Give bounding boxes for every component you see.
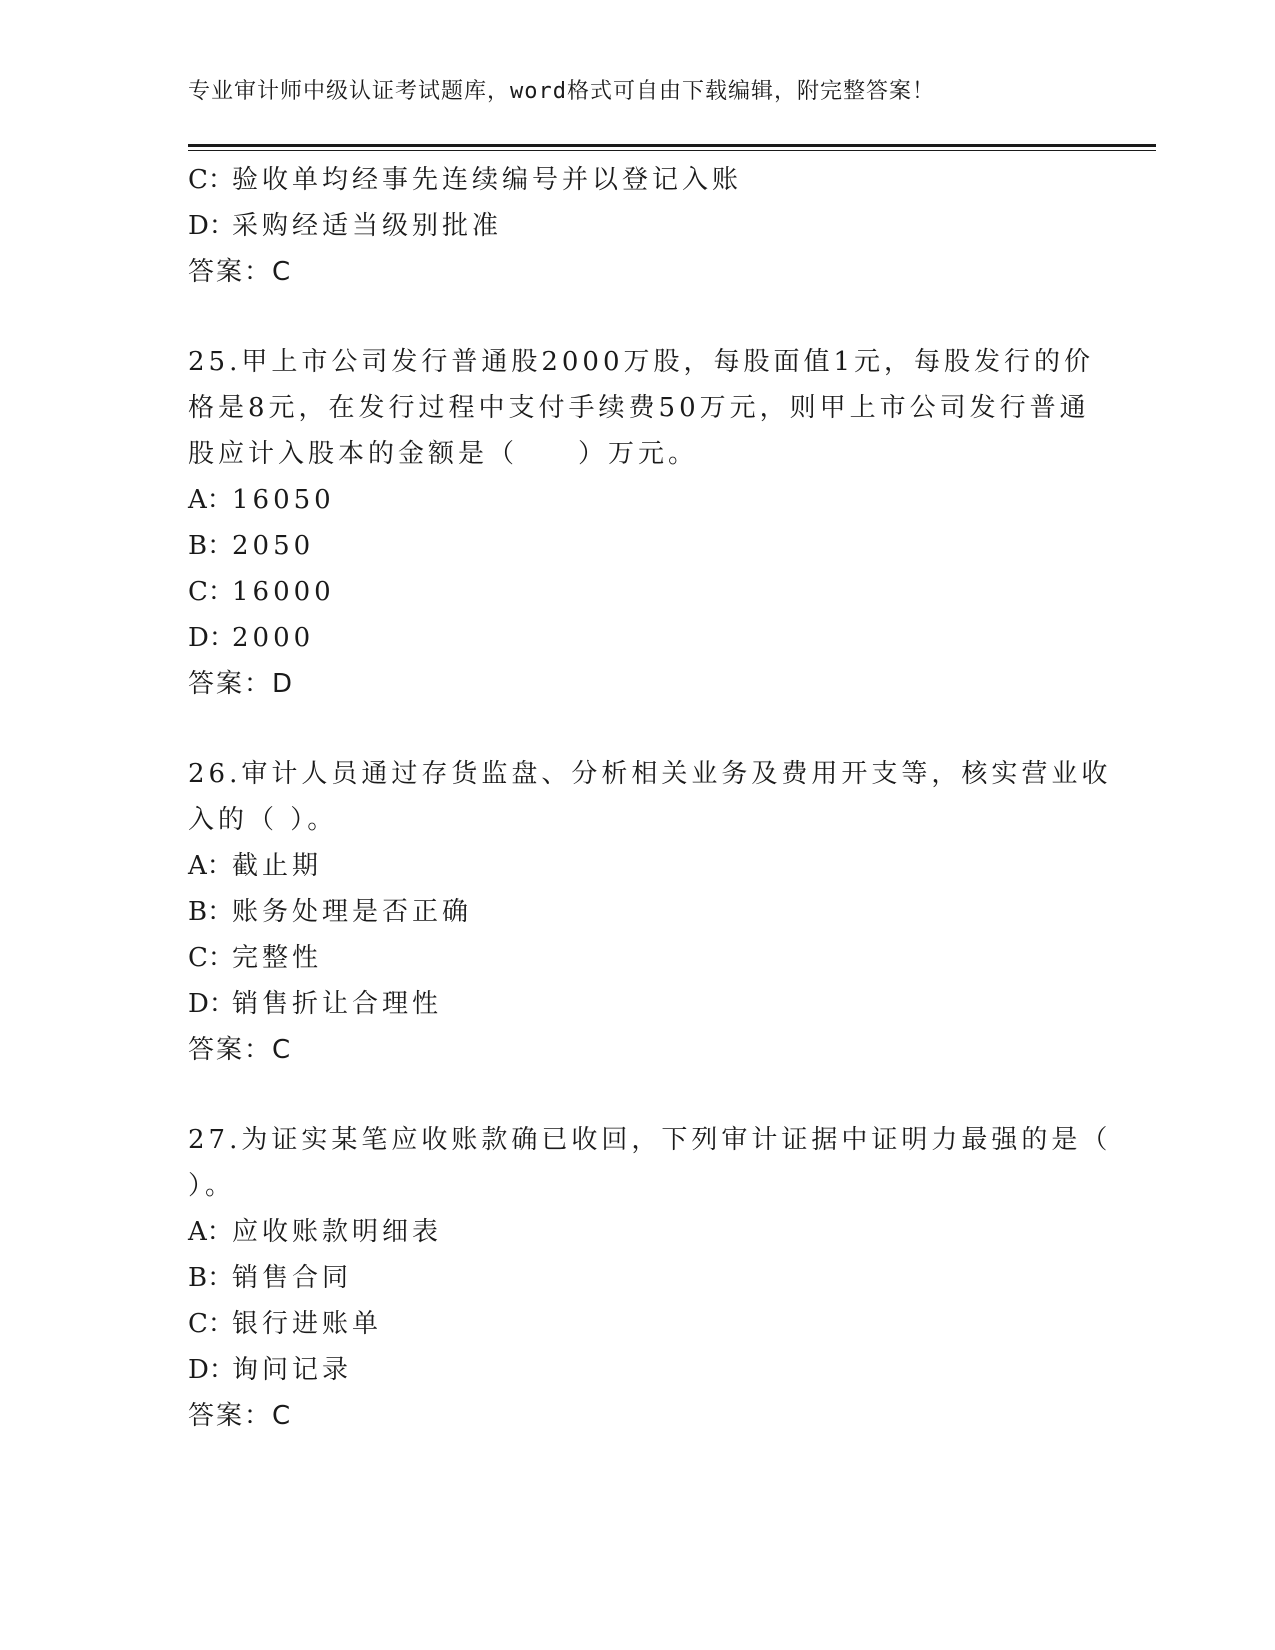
option-text: 验收单均经事先连续编号并以登记入账 — [232, 165, 743, 195]
option-key: D： — [188, 211, 235, 241]
option-text: 16050 — [232, 485, 335, 515]
option-row — [188, 1301, 1088, 1347]
option-row — [188, 157, 1088, 203]
option-row — [188, 1209, 1088, 1255]
option-text: 采购经适当级别批准 — [232, 211, 503, 241]
option-text: 应收账款明细表 — [232, 1217, 443, 1247]
question-stem-line: 入的（ ）。 — [188, 805, 338, 835]
option-key: D： — [188, 989, 235, 1019]
document-body — [188, 157, 1112, 1439]
answer-line: 答案：C — [188, 1401, 293, 1431]
option-row — [188, 477, 1088, 523]
option-row — [188, 889, 1088, 935]
option-row — [188, 935, 1088, 981]
question-stem-line: 25.甲上市公司发行普通股2000万股，每股面值1元，每股发行的价 — [188, 347, 1095, 377]
answer-line: 答案：C — [188, 1035, 293, 1065]
question-stem-line: 股应计入股本的金额是（ ）万元。 — [188, 439, 699, 469]
option-key: B： — [188, 531, 234, 561]
question-stem-line: ）。 — [188, 1171, 236, 1201]
option-text: 账务处理是否正确 — [232, 897, 473, 927]
question-stem-line: 27.为证实某笔应收账款确已收回，下列审计证据中证明力最强的是（ — [188, 1125, 1112, 1155]
page-header: 专业审计师中级认证考试题库，word格式可自由下载编辑，附完整答案！ — [188, 79, 935, 104]
option-key: C： — [188, 165, 234, 195]
option-row — [188, 203, 1088, 249]
option-row — [188, 981, 1088, 1027]
option-text: 完整性 — [232, 943, 323, 973]
option-text: 16000 — [232, 577, 335, 607]
header-rule-thin — [188, 150, 1156, 151]
option-key: C： — [188, 943, 234, 973]
option-text: 销售折让合理性 — [232, 989, 443, 1019]
option-key: C： — [188, 1309, 234, 1339]
question-stem-line: 26.审计人员通过存货监盘、分析相关业务及费用开支等，核实营业收 — [188, 759, 1112, 789]
answer-line: 答案：D — [188, 669, 295, 699]
option-row — [188, 1255, 1088, 1301]
question-stem-line: 格是8元，在发行过程中支付手续费50万元，则甲上市公司发行普通 — [188, 393, 1090, 423]
option-row — [188, 615, 1088, 661]
option-row — [188, 523, 1088, 569]
option-key: D： — [188, 1355, 235, 1385]
answer-line: 答案：C — [188, 257, 293, 287]
option-key: C： — [188, 577, 234, 607]
option-row — [188, 1347, 1088, 1393]
option-text: 询问记录 — [232, 1355, 353, 1385]
option-key: A： — [188, 485, 233, 515]
option-key: B： — [188, 1263, 234, 1293]
option-row — [188, 843, 1088, 889]
option-key: B： — [188, 897, 234, 927]
option-row — [188, 569, 1088, 615]
option-text: 银行进账单 — [232, 1309, 383, 1339]
option-text: 截止期 — [232, 851, 323, 881]
option-key: D： — [188, 623, 235, 653]
option-key: A： — [188, 1217, 233, 1247]
header-rule-thick — [188, 144, 1156, 147]
option-text: 2050 — [232, 531, 315, 561]
option-key: A： — [188, 851, 233, 881]
option-text: 2000 — [232, 623, 315, 653]
option-text: 销售合同 — [232, 1263, 353, 1293]
